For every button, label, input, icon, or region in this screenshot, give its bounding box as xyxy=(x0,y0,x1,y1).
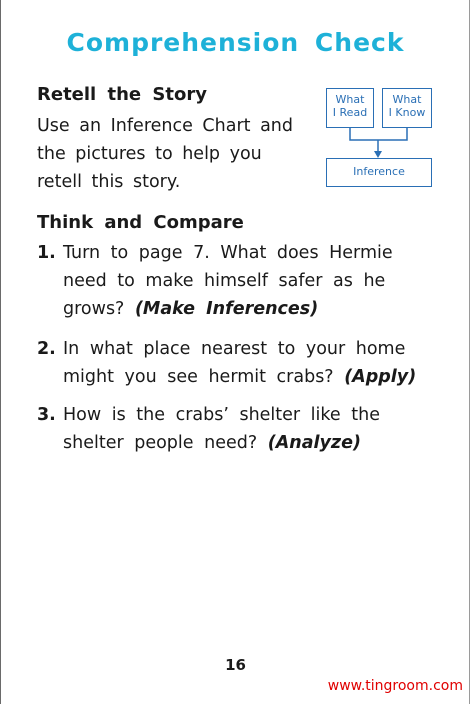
question-1-line-3-text: grows? xyxy=(63,299,125,319)
question-2-line-2 xyxy=(63,367,416,387)
question-1-line-1: Turn to page 7. What does Hermie xyxy=(63,243,393,263)
question-1-line-2: need to make himself safer as he xyxy=(63,271,386,291)
question-3-line-1: How is the crabs’ shelter like the xyxy=(63,405,380,425)
page-right-edge xyxy=(469,0,470,704)
what-i-read-line-2: I Read xyxy=(332,106,368,119)
inference-chart xyxy=(326,88,432,188)
page-left-edge xyxy=(0,0,1,704)
question-3-skill-tag: (Analyze) xyxy=(267,433,361,453)
what-i-read-box xyxy=(326,88,374,128)
what-i-know-line-1: What xyxy=(392,93,422,106)
retell-line-1: Use an Inference Chart and xyxy=(37,116,294,136)
question-1-line-3 xyxy=(63,299,318,319)
what-i-know-line-2: I Know xyxy=(388,106,426,119)
page-title: Comprehension Check xyxy=(66,28,405,57)
retell-heading: Retell the Story xyxy=(37,84,207,105)
question-1-number: 1. xyxy=(37,243,56,263)
question-3-line-2 xyxy=(63,433,361,453)
question-2-skill-tag: (Apply) xyxy=(344,367,417,387)
watermark: www.tingroom.com xyxy=(327,678,463,694)
what-i-read-line-1: What xyxy=(335,93,365,106)
question-3-line-2-text: shelter people need? xyxy=(63,433,258,453)
think-heading: Think and Compare xyxy=(37,212,244,233)
question-2-line-2-text: might you see hermit crabs? xyxy=(63,367,334,387)
question-2-number: 2. xyxy=(37,339,56,359)
retell-line-3: retell this story. xyxy=(37,172,181,192)
question-2-line-1: In what place nearest to your home xyxy=(63,339,406,359)
question-1-skill-tag: (Make Inferences) xyxy=(134,299,319,319)
what-i-know-box xyxy=(382,88,432,128)
inference-box: Inference xyxy=(326,158,432,187)
retell-line-2: the pictures to help you xyxy=(37,144,262,164)
page-number: 16 xyxy=(225,656,246,674)
question-3-number: 3. xyxy=(37,405,56,425)
